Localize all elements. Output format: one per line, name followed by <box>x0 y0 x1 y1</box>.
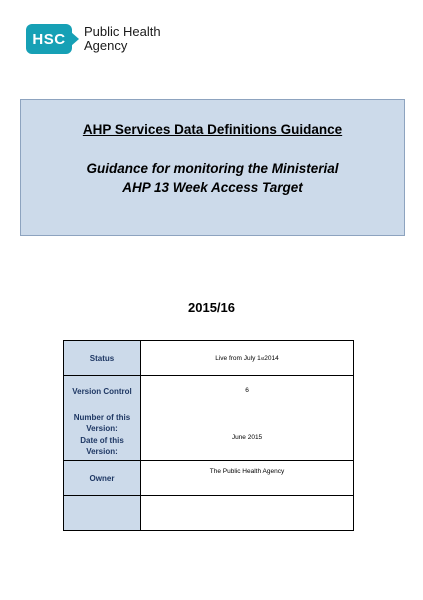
document-subtitle <box>21 159 404 197</box>
table-row-version <box>64 376 354 461</box>
empty-value-cell <box>141 496 354 531</box>
owner-label-cell <box>64 461 141 496</box>
empty-label-cell <box>64 496 141 531</box>
date-of-version-label-line1: Date of this <box>80 436 124 445</box>
status-value-cell <box>141 341 354 376</box>
agency-name-line2: Agency <box>84 38 128 53</box>
document-subtitle-line1: Guidance for monitoring the Ministerial <box>86 161 339 176</box>
hsc-logo-badge-text: HSC <box>32 30 66 48</box>
agency-name-line1: Public Health <box>84 24 161 39</box>
owner-label: Owner <box>89 473 115 483</box>
number-of-version-label-line1: Number of this <box>73 413 131 422</box>
status-label: Status <box>89 353 115 363</box>
status-value-sup: st <box>260 355 265 361</box>
date-of-version-label-line2: Version: <box>86 447 118 456</box>
document-subtitle-line2: AHP 13 Week Access Target <box>122 180 303 195</box>
year-heading: 2015/16 <box>188 300 235 315</box>
number-of-version-label-line2: Version: <box>86 424 118 433</box>
owner-value-cell <box>141 461 354 496</box>
status-label-cell <box>64 341 141 376</box>
agency-name <box>84 25 161 53</box>
status-value-pre: Live from July 1 <box>215 354 261 362</box>
hsc-logo <box>26 24 161 54</box>
title-box <box>20 99 405 236</box>
date-of-version-label <box>64 435 140 457</box>
date-of-version-value: June 2015 <box>231 434 263 441</box>
status-value-post: 2014 <box>264 354 279 362</box>
owner-value: The Public Health Agency <box>209 468 285 475</box>
number-of-version-label <box>64 412 140 434</box>
document-info-table <box>63 340 354 531</box>
table-row-empty <box>64 496 354 531</box>
table-row-owner <box>64 461 354 496</box>
table-row-status <box>64 341 354 376</box>
version-control-label: Version Control <box>72 387 132 396</box>
version-value-cell <box>141 376 354 461</box>
version-label-cell <box>64 376 141 461</box>
version-number-value: 6 <box>245 387 249 394</box>
document-title: AHP Services Data Definitions Guidance <box>82 122 343 137</box>
status-value <box>141 341 353 375</box>
hsc-logo-badge <box>26 24 72 54</box>
